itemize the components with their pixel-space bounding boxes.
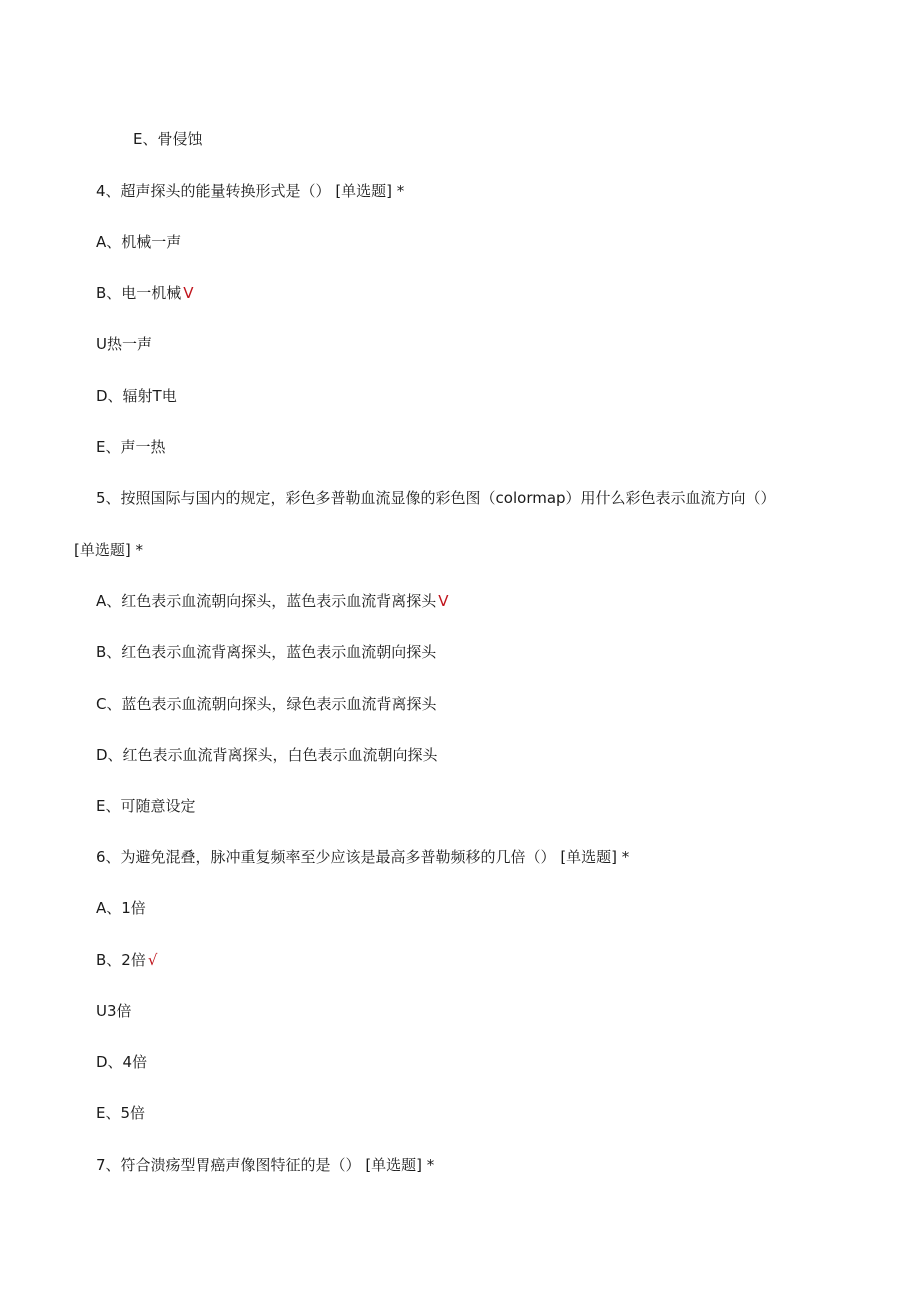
line-text: 5、按照国际与国内的规定，彩色多普勒血流显像的彩色图（colormap）用什么彩色表示血流方向（） bbox=[96, 489, 776, 507]
option-e-q4 bbox=[96, 437, 165, 457]
line-text: U3倍 bbox=[96, 1002, 132, 1020]
option-c-q6 bbox=[96, 1001, 132, 1021]
option-c-q5 bbox=[96, 694, 436, 714]
line-text: C、蓝色表示血流朝向探头，绿色表示血流背离探头 bbox=[96, 695, 437, 713]
option-a-q6 bbox=[96, 898, 146, 918]
option-e-q5 bbox=[96, 796, 195, 816]
line-text: D、红色表示血流背离探头，白色表示血流朝向探头 bbox=[96, 746, 438, 764]
answer-check-mark: V bbox=[183, 284, 194, 302]
option-d-q5 bbox=[96, 745, 438, 765]
line-text: B、红色表示血流背离探头，蓝色表示血流朝向探头 bbox=[96, 643, 437, 661]
option-b-q6 bbox=[96, 950, 157, 970]
option-b-q4 bbox=[96, 283, 194, 303]
line-text: D、辐射T电 bbox=[96, 387, 177, 405]
line-text: A、1倍 bbox=[96, 899, 146, 917]
answer-check-mark: V bbox=[438, 592, 449, 610]
line-text: 7、符合溃疡型胃癌声像图特征的是（） [单选题] * bbox=[96, 1156, 435, 1174]
line-text: [单选题] * bbox=[74, 541, 143, 559]
option-b-q5 bbox=[96, 642, 436, 662]
line-text: E、5倍 bbox=[96, 1104, 146, 1122]
option-d-q6 bbox=[96, 1052, 147, 1072]
question-4 bbox=[96, 181, 404, 201]
line-text: B、电一机械 bbox=[96, 284, 182, 302]
line-text: E、可随意设定 bbox=[96, 797, 196, 815]
option-e-q6 bbox=[96, 1103, 145, 1123]
option-e-q3 bbox=[133, 129, 202, 149]
line-text: 4、超声探头的能量转换形式是（） [单选题] * bbox=[96, 182, 405, 200]
option-a-q4 bbox=[96, 232, 181, 252]
line-text: E、声一热 bbox=[96, 438, 166, 456]
option-a-q5 bbox=[96, 591, 449, 611]
question-5 bbox=[96, 488, 776, 508]
line-text: B、2倍 bbox=[96, 951, 146, 969]
question-7 bbox=[96, 1155, 434, 1175]
line-text: U热一声 bbox=[96, 335, 152, 353]
line-text: 6、为避免混叠，脉冲重复频率至少应该是最高多普勒频移的几倍（） [单选题] * bbox=[96, 848, 630, 866]
line-text: A、机械一声 bbox=[96, 233, 182, 251]
option-c-q4 bbox=[96, 334, 152, 354]
question-5-type bbox=[74, 540, 143, 560]
line-text: A、红色表示血流朝向探头，蓝色表示血流背离探头 bbox=[96, 592, 437, 610]
line-text: E、骨侵蚀 bbox=[133, 130, 203, 148]
line-text: D、4倍 bbox=[96, 1053, 148, 1071]
answer-check-mark: √ bbox=[147, 951, 158, 969]
option-d-q4 bbox=[96, 386, 177, 406]
question-6 bbox=[96, 847, 629, 867]
